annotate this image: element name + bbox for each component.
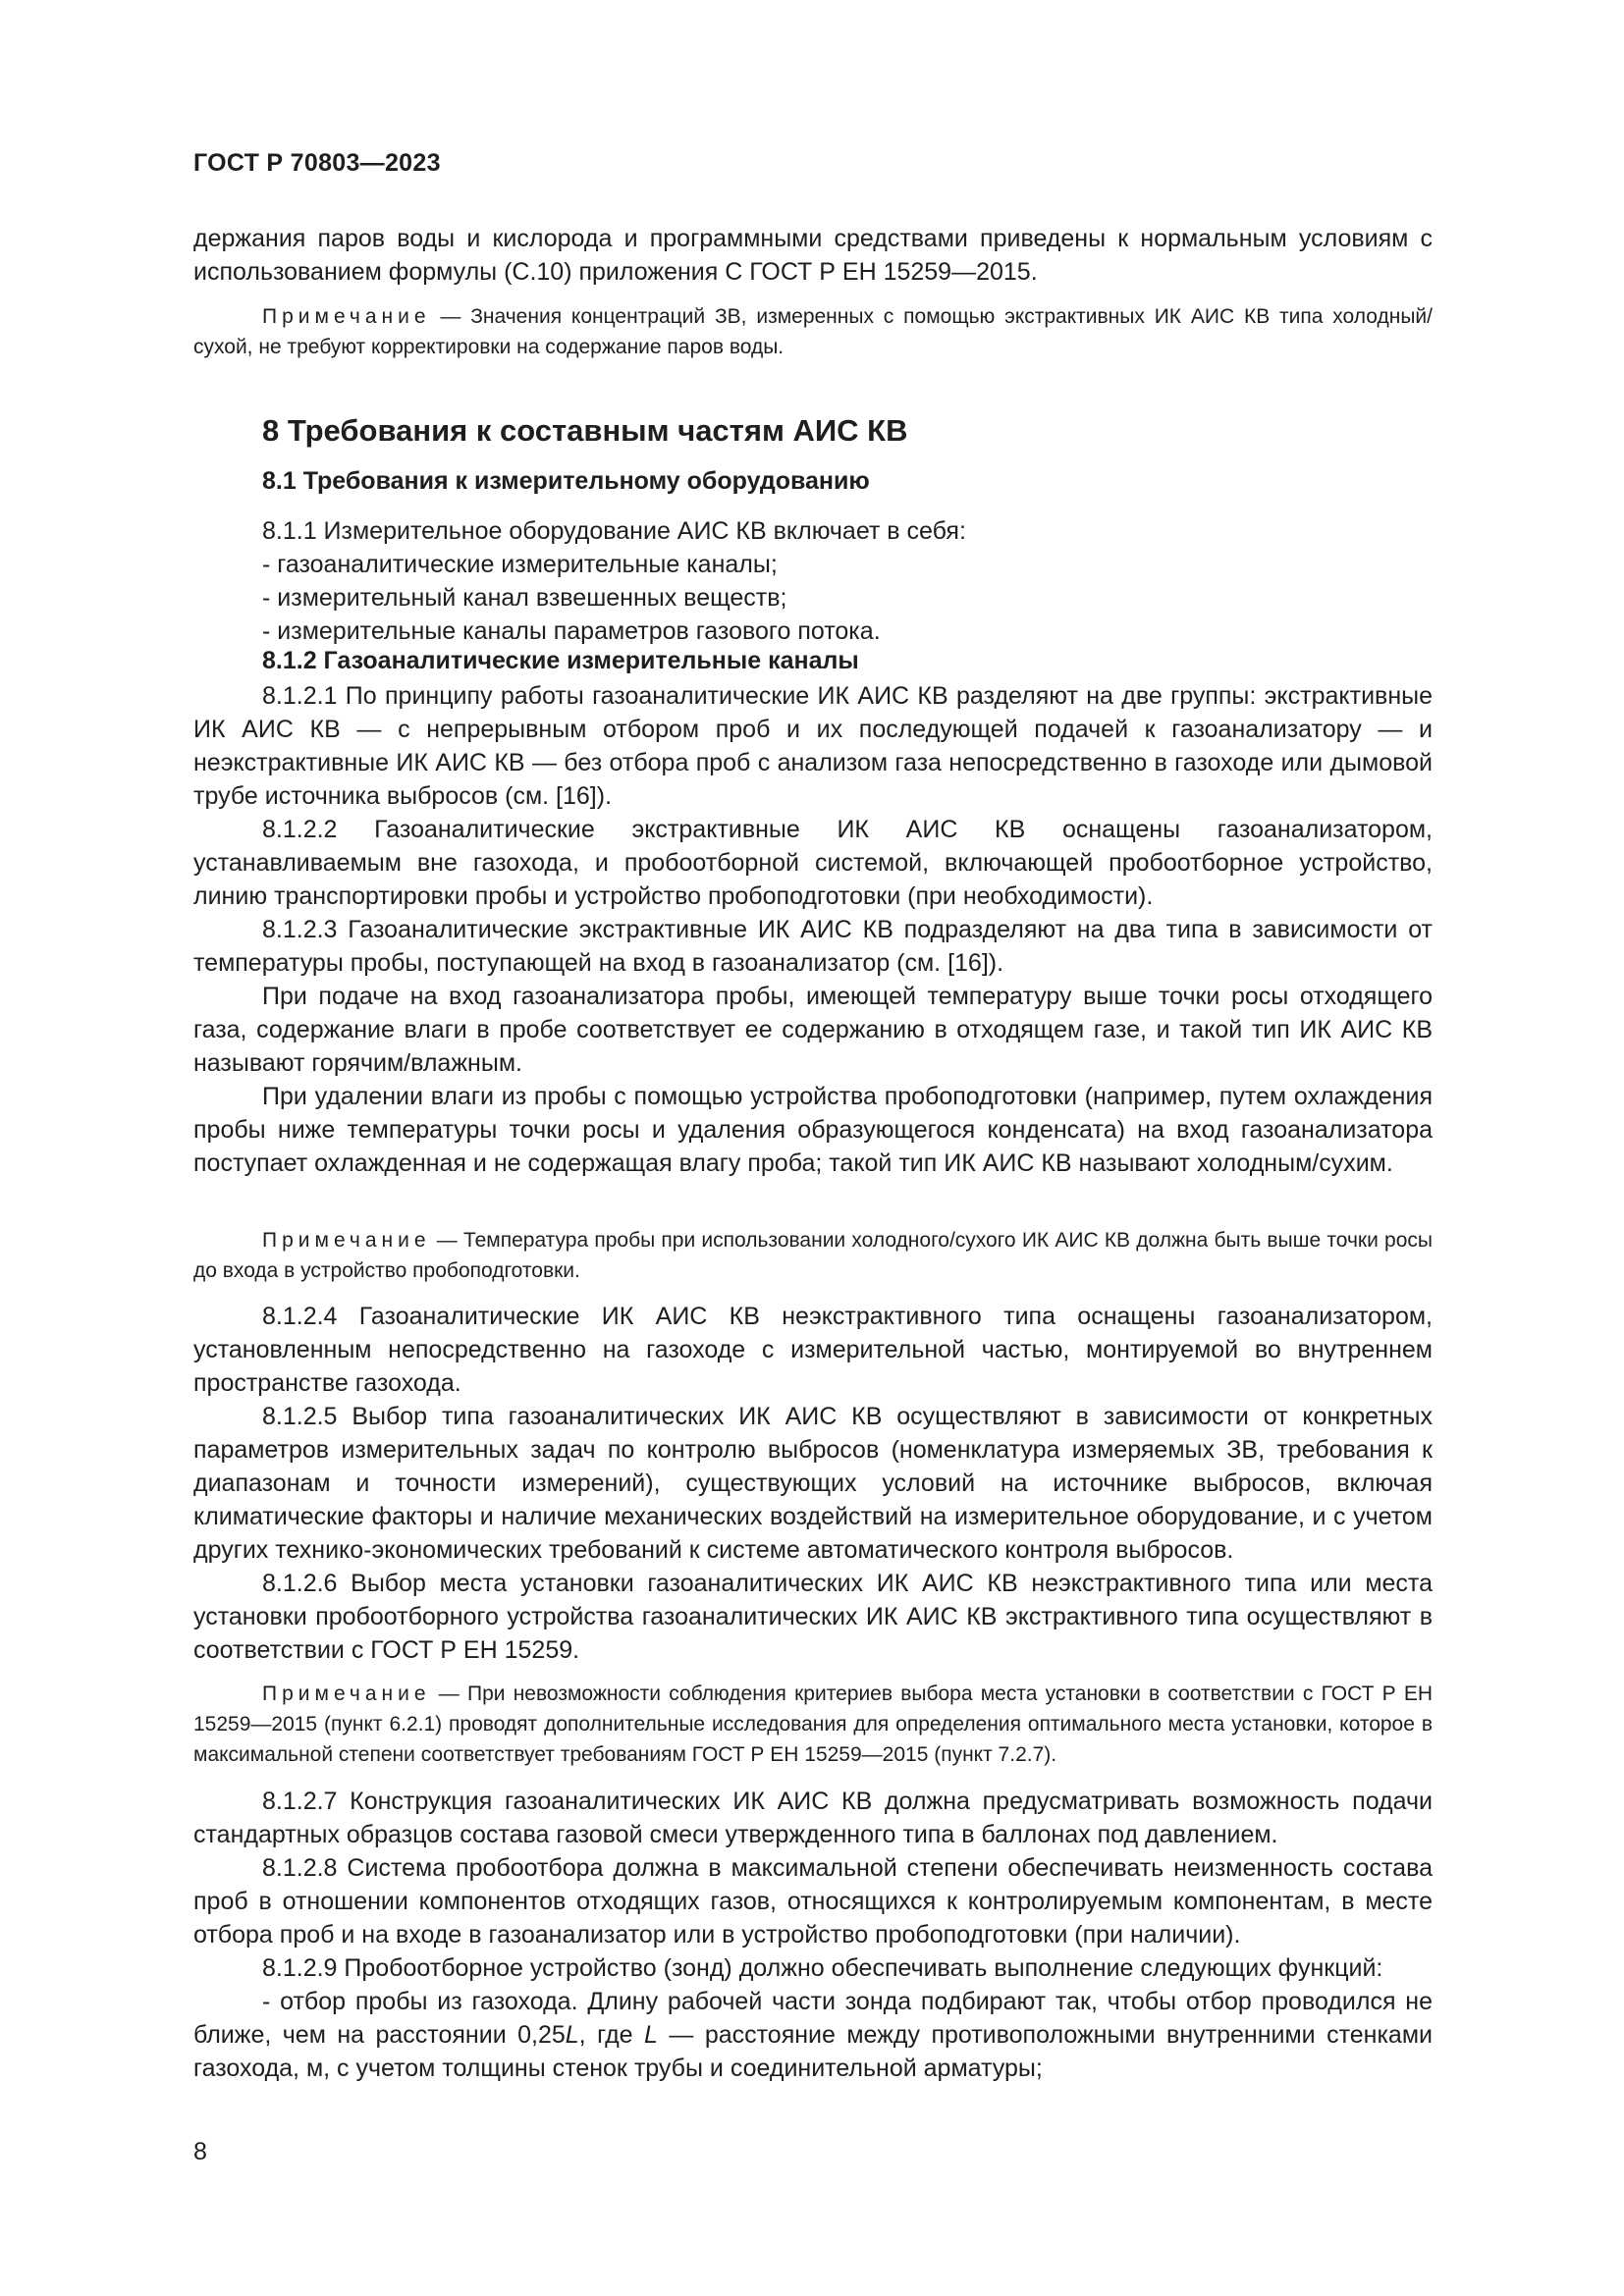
para-8-1-2-7: 8.1.2.7 Конструкция газоаналитических ИК АИС КВ должна предусматривать возможность подачи стандартных образцов состава газовой смеси утвержденного типа в баллонах под давлением. <box>193 1788 1433 1848</box>
para-8-1-2-5: 8.1.2.5 Выбор типа газоаналитических ИК АИС КВ осуществляют в зависимости от конкретных параметров измерительных задач по контролю выбросов (номенклатура измеряемых ЗВ, требования к диапазонам и точности измерений), существующих условий на источнике выбросов, включая климатические факторы и наличие механических воздействий на измерительное оборудование, и с учетом других технико-экономических требований к системе автоматического контроля выбросов. <box>193 1403 1433 1564</box>
item-text-c: — расстояние между противоположными внутренними стенками газохода, м, с учетом толщины стенок трубы и соединительной арматуры; <box>193 2021 1433 2082</box>
section-8-1-title: 8.1 Требования к измерительному оборудованию <box>262 467 870 495</box>
para-8-1-1: 8.1.1 Измерительное оборудование АИС КВ включает в себя: <box>262 517 966 545</box>
note-1-text: — Значения концентраций ЗВ, измеренных с помощью экстрактивных ИК АИС КВ типа холодный/сухой, не требуют корректировки на содержание паров воды. <box>193 305 1433 358</box>
list-item: - газоаналитические измерительные каналы; <box>262 551 778 578</box>
item-text-b: , где <box>578 2021 645 2049</box>
para-8-1-2-3: 8.1.2.3 Газоаналитические экстрактивные ИК АИС КВ подразделяют на два типа в зависимости от температуры пробы, поступающей на вход в газоанализатор (см. [16]). <box>193 916 1433 977</box>
item-var-l: L <box>565 2021 579 2049</box>
list-8-1-1 <box>262 548 1433 648</box>
note-3-text: — При невозможности соблюдения критериев выбора места установки в соответствии с ГОСТ Р ЕН 15259—2015 (пункт 6.2.1) проводят дополнительные исследования для определения оптимального места установки, которое в максимальной степени соответствует требованиям ГОСТ Р ЕН 15259—2015 (пункт 7.2.7). <box>193 1682 1433 1766</box>
note-2 <box>193 1225 1433 1286</box>
page-number: 8 <box>193 2138 207 2165</box>
para-8-1-2-8: 8.1.2.8 Система пробоотбора должна в максимальной степени обеспечивать неизменность состава проб в отношении компонентов отходящих газов, относящихся к контролируемым компонентам, в месте отбора проб и на входе в газоанализатор или в устройство пробоподготовки (при наличии). <box>193 1854 1433 1949</box>
list-item: - измерительный канал взвешенных веществ; <box>262 584 787 612</box>
para-8-1-2-3-hot: При подаче на вход газоанализатора пробы, имеющей температуру выше точки росы отходящего газа, содержание влаги в пробе соответствует ее содержанию в отходящем газе, и такой тип ИК АИС КВ называют горячим/влажным. <box>193 983 1433 1077</box>
para-8-1-2-4: 8.1.2.4 Газоаналитические ИК АИС КВ неэкстрактивного типа оснащены газоанализатором, установленным непосредственно на газоходе с измерительной частью, монтируемой во внутреннем пространстве газохода. <box>193 1303 1433 1397</box>
para-8-1-2-9-item <box>193 1985 1433 2085</box>
note-1 <box>193 301 1433 362</box>
section-8-title: 8 Требования к составным частям АИС КВ <box>262 413 908 448</box>
section-8-1-2-title: 8.1.2 Газоаналитические измерительные каналы <box>262 647 859 674</box>
note-1-label: Примечание <box>262 305 431 328</box>
intro-continuation: держания паров воды и кислорода и программными средствами приведены к нормальным условиям с использованием формулы (С.10) приложения С ГОСТ Р ЕН 15259—2015. <box>193 225 1433 286</box>
para-8-1-2-3-cold: При удалении влаги из пробы с помощью устройства пробоподготовки (например, путем охлаждения пробы ниже температуры точки росы и удаления образующегося конденсата) на вход газоанализатора поступает охлажденная и не содержащая влагу проба; такой тип ИК АИС КВ называют холодным/сухим. <box>193 1083 1433 1177</box>
note-3-label: Примечание <box>262 1682 431 1705</box>
para-8-1-2-9: 8.1.2.9 Пробоотборное устройство (зонд) должно обеспечивать выполнение следующих функций: <box>262 1954 1383 1982</box>
para-8-1-2-6: 8.1.2.6 Выбор места установки газоаналитических ИК АИС КВ неэкстрактивного типа или места установки пробоотборного устройства газоаналитических ИК АИС КВ экстрактивного типа осуществляют в соответствии с ГОСТ Р ЕН 15259. <box>193 1570 1433 1664</box>
list-item: - измерительные каналы параметров газового потока. <box>262 617 881 645</box>
item-var-l: L <box>644 2021 658 2049</box>
note-3 <box>193 1679 1433 1770</box>
note-2-label: Примечание <box>262 1229 431 1252</box>
document-header: ГОСТ Р 70803—2023 <box>193 149 441 177</box>
item-text-a: - отбор пробы из газохода. Длину рабочей части зонда подбирают так, чтобы отбор проводился не ближе, чем на расстоянии 0,25 <box>193 1988 1433 2049</box>
para-8-1-2-2: 8.1.2.2 Газоаналитические экстрактивные ИК АИС КВ оснащены газоанализатором, устанавливаемым вне газохода, и пробоотборной системой, включающей пробоотборное устройство, линию транспортировки пробы и устройство пробоподготовки (при необходимости). <box>193 816 1433 910</box>
para-8-1-2-1: 8.1.2.1 По принципу работы газоаналитические ИК АИС КВ разделяют на две группы: экстрактивные ИК АИС КВ — с непрерывным отбором проб и их последующей подачей к газоанализатору — и неэкстрактивные ИК АИС КВ — без отбора проб с анализом газа непосредственно в газоходе или дымовой трубе источника выбросов (см. [16]). <box>193 682 1433 810</box>
note-2-text: — Температура пробы при использовании холодного/сухого ИК АИС КВ должна быть выше точки росы до входа в устройство пробоподготовки. <box>193 1229 1433 1282</box>
